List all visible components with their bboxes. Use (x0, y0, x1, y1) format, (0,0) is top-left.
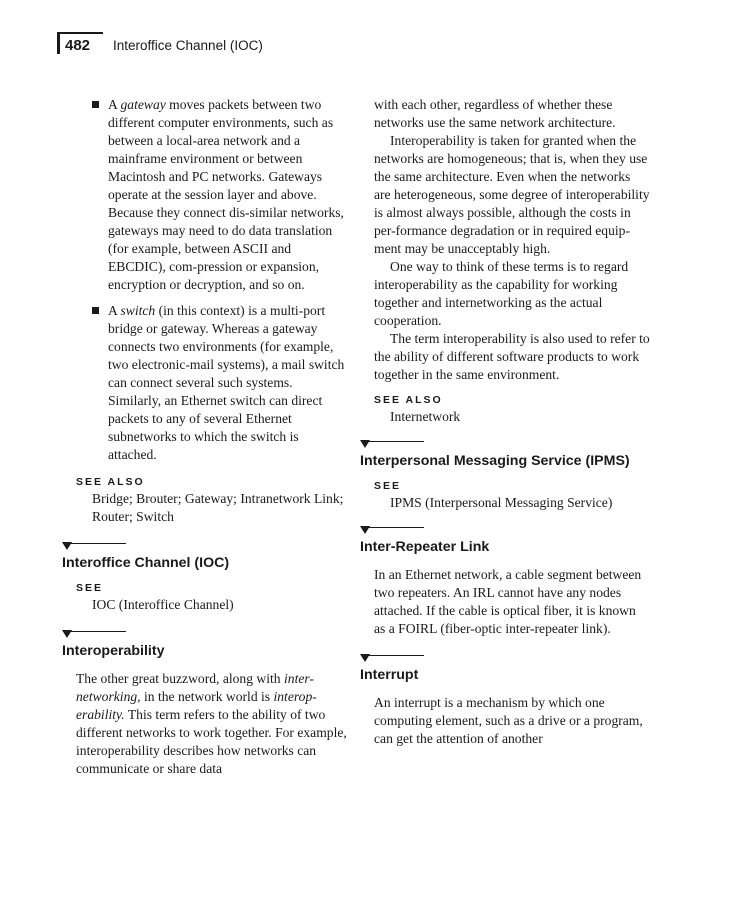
see-also-text: Internetwork (390, 409, 461, 424)
triangle-marker-icon (360, 654, 370, 664)
entry-title: Interoffice Channel (IOC) (62, 555, 230, 571)
bullet-square-icon (92, 101, 99, 108)
see-also-label: SEE ALSO (374, 394, 443, 406)
bullet-term: gateway (120, 97, 166, 112)
bullet-term: switch (120, 303, 156, 318)
entry-marker (360, 526, 650, 536)
entry-marker (62, 542, 347, 552)
bullet-text: (in this context) is a multi-port bridge or gateway. Whereas a gateway connects two environments (for example, two electronic-mail systems), a mail switch can connect several such systems. Similarly, an Ethernet switch can direct packets to any of several Ethernet subnetworks to which the switch is attached. (108, 303, 345, 462)
see-also-block (360, 394, 650, 426)
entry-ioc (62, 542, 347, 614)
entry-title: Interpersonal Messaging Service (IPMS) (360, 453, 630, 469)
triangle-marker-icon (360, 526, 370, 536)
page-number: 482 (65, 37, 91, 54)
interop-continued (360, 96, 650, 384)
right-column (360, 96, 650, 748)
left-column (62, 96, 347, 778)
triangle-marker-icon (360, 440, 370, 450)
see-also-label: SEE ALSO (76, 476, 145, 488)
bullet-lead: A (108, 97, 121, 112)
paragraph: with each other, regardless of whether these networks use the same network architecture. (374, 97, 616, 130)
entry-title: Inter-Repeater Link (360, 539, 490, 555)
see-text: IOC (Interoffice Channel) (92, 597, 234, 612)
bullet-square-icon (92, 307, 99, 314)
see-label: SEE (374, 480, 402, 492)
paragraph: Interoperability is taken for granted when the networks are homogeneous; that is, when they use the same architecture. Even when the networks are heterogeneous, some degree of interoperability is almost always possible, although the costs in per-formance degradation or in required equip-ment may be unacceptably high. (374, 133, 650, 256)
entry-title: Interoperability (62, 643, 165, 659)
body-text: The other great buzzword, along with (76, 671, 284, 686)
entry-title: Interrupt (360, 667, 419, 683)
entry-interoperability (62, 630, 347, 778)
paragraph: One way to think of these terms is to regard interoperability as the capability for working together and internetworking as the actual cooperation. (374, 259, 629, 328)
body-text: This term refers to the ability of two different networks to work together. For example, interoperability describes how networks can communicate or share data (76, 707, 347, 776)
triangle-marker-icon (62, 542, 72, 552)
see-also-text: Bridge; Brouter; Gateway; Intranetwork Link; Router; Switch (92, 491, 344, 524)
entry-irl (360, 526, 650, 638)
see-text: IPMS (Interpersonal Messaging Service) (390, 495, 613, 510)
body-text: in the network world is (140, 689, 274, 704)
header-rule-vertical (57, 32, 60, 54)
entry-ipms (360, 440, 650, 512)
see-label: SEE (76, 582, 104, 594)
bullet-lead: A (108, 303, 121, 318)
paragraph: The term interoperability is also used to refer to the ability of different software products to work together in the same environment. (374, 331, 650, 382)
triangle-marker-icon (62, 630, 72, 640)
entry-marker (62, 630, 347, 640)
entry-marker (360, 654, 650, 664)
body-italic: inter-networking, (76, 671, 314, 704)
see-also-block (62, 476, 347, 526)
entry-body (62, 670, 347, 778)
bullet-text: moves packets between two different computer environments, such as between a local-area network and a mainframe environment or between Macintosh and PC networks. Gateways operate at the session layer and above. Because they connect dis-similar networks, gateways may need to do data translation (for example, between ASCII and EBCDIC), com-pression or expansion, encryption or decryption, and so on. (108, 97, 344, 292)
entry-body: An interrupt is a mechanism by which one computing element, such as a drive or a program, can get the attention of another (374, 695, 643, 746)
entry-marker (360, 440, 650, 450)
bullet-gateway (62, 96, 347, 294)
running-title: Interoffice Channel (IOC) (113, 38, 263, 53)
header-rule-horizontal (57, 32, 103, 34)
bullet-switch (62, 302, 347, 464)
entry-body: In an Ethernet network, a cable segment between two repeaters. An IRL cannot have any nodes attached. If the cable is optical fiber, it is known as a FOIRL (fiber-optic inter-repeater link). (374, 567, 642, 636)
body-italic: interop-erability. (76, 689, 317, 722)
entry-interrupt (360, 654, 650, 748)
